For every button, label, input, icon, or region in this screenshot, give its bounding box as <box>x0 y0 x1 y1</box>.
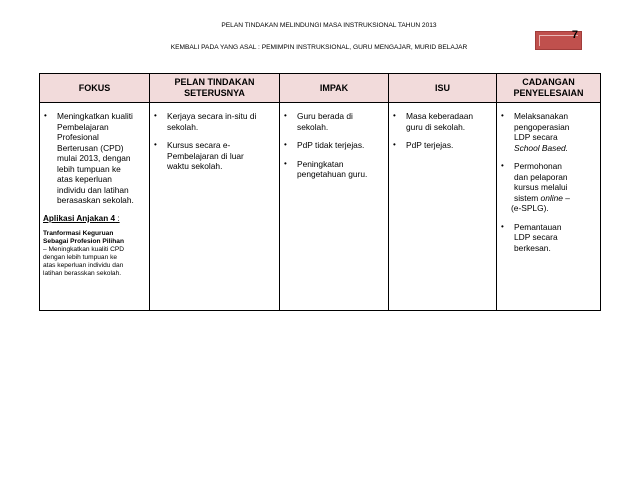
document-subtitle: KEMBALI PADA YANG ASAL : PEMIMPIN INSTRUKSIONAL, GURU MENGAJAR, MURID BELAJAR <box>170 44 468 51</box>
header-pelan-tindakan: PELAN TINDAKAN SETERUSNYA <box>150 74 280 103</box>
header-isu: ISU <box>389 74 497 103</box>
action-plan-table <box>39 73 601 311</box>
list-item: • Melaksanakan pengoperasian LDP secara School Based. <box>501 111 570 153</box>
list-item: • Kerjaya secara in-situ di sekolah. <box>154 111 257 132</box>
bullet-icon: • <box>284 140 287 149</box>
cell-cadangan <box>497 103 601 311</box>
list-item: • Meningkatkan kualiti Pembelajaran Profesional Berterusan (CPD) mulai 2013, dengan lebih tumpuan ke atas keperluan individu dan latihan berasaskan sekolah. <box>44 111 134 205</box>
list-item: • Pemantauan LDP secara berkesan. <box>501 221 562 253</box>
transformasi-heading: Tranformasi Keguruan Sebagai Profesion Pilihan <box>43 230 124 245</box>
list-item: • Peningkatan pengetahuan guru. <box>284 158 368 179</box>
list-item: • Permohonan dan pelaporan kursus melalui sistem online – (e-SPLG). <box>501 161 570 213</box>
document-title: PELAN TINDAKAN MELINDUNGI MASA INSTRUKSIONAL TAHUN 2013 <box>221 22 437 29</box>
bullet-icon: • <box>154 140 157 149</box>
bullet-icon: • <box>44 111 47 120</box>
list-item: • Guru berada di sekolah. <box>284 111 353 132</box>
list-item: • PdP terjejas. <box>393 140 454 150</box>
bullet-icon: • <box>393 140 396 149</box>
header-impak: IMPAK <box>280 74 389 103</box>
page-number-box <box>535 31 582 50</box>
page-number: 7 <box>571 29 578 41</box>
header-fokus: FOKUS <box>40 74 150 103</box>
list-item: • Kursus secara e- Pembelajaran di luar waktu sekolah. <box>154 140 244 171</box>
bullet-icon: • <box>284 158 287 168</box>
bullet-icon: • <box>393 111 396 120</box>
bullet-icon: • <box>501 161 504 170</box>
bullet-icon: • <box>501 111 504 120</box>
aplikasi-anjakan-heading: Aplikasi Anjakan 4 : <box>43 213 120 223</box>
cell-pelan-tindakan <box>150 103 280 311</box>
cell-fokus <box>40 103 150 311</box>
header-cadangan: CADANGAN PENYELESAIAN <box>497 74 601 103</box>
cell-isu <box>389 103 497 311</box>
bullet-icon: • <box>284 111 287 120</box>
list-item: • PdP tidak terjejas. <box>284 140 365 150</box>
cell-impak <box>280 103 389 311</box>
list-item: • Masa keberadaan guru di sekolah. <box>393 111 474 132</box>
bullet-icon: • <box>501 221 504 231</box>
bullet-icon: • <box>154 111 157 120</box>
table-header-row <box>40 74 601 103</box>
table-row <box>40 103 601 311</box>
transformasi-description: – Meningkatkan kualiti CPD dengan lebih tumpuan ke atas keperluan individu dan latihan berasskan sekolah. <box>43 246 124 277</box>
